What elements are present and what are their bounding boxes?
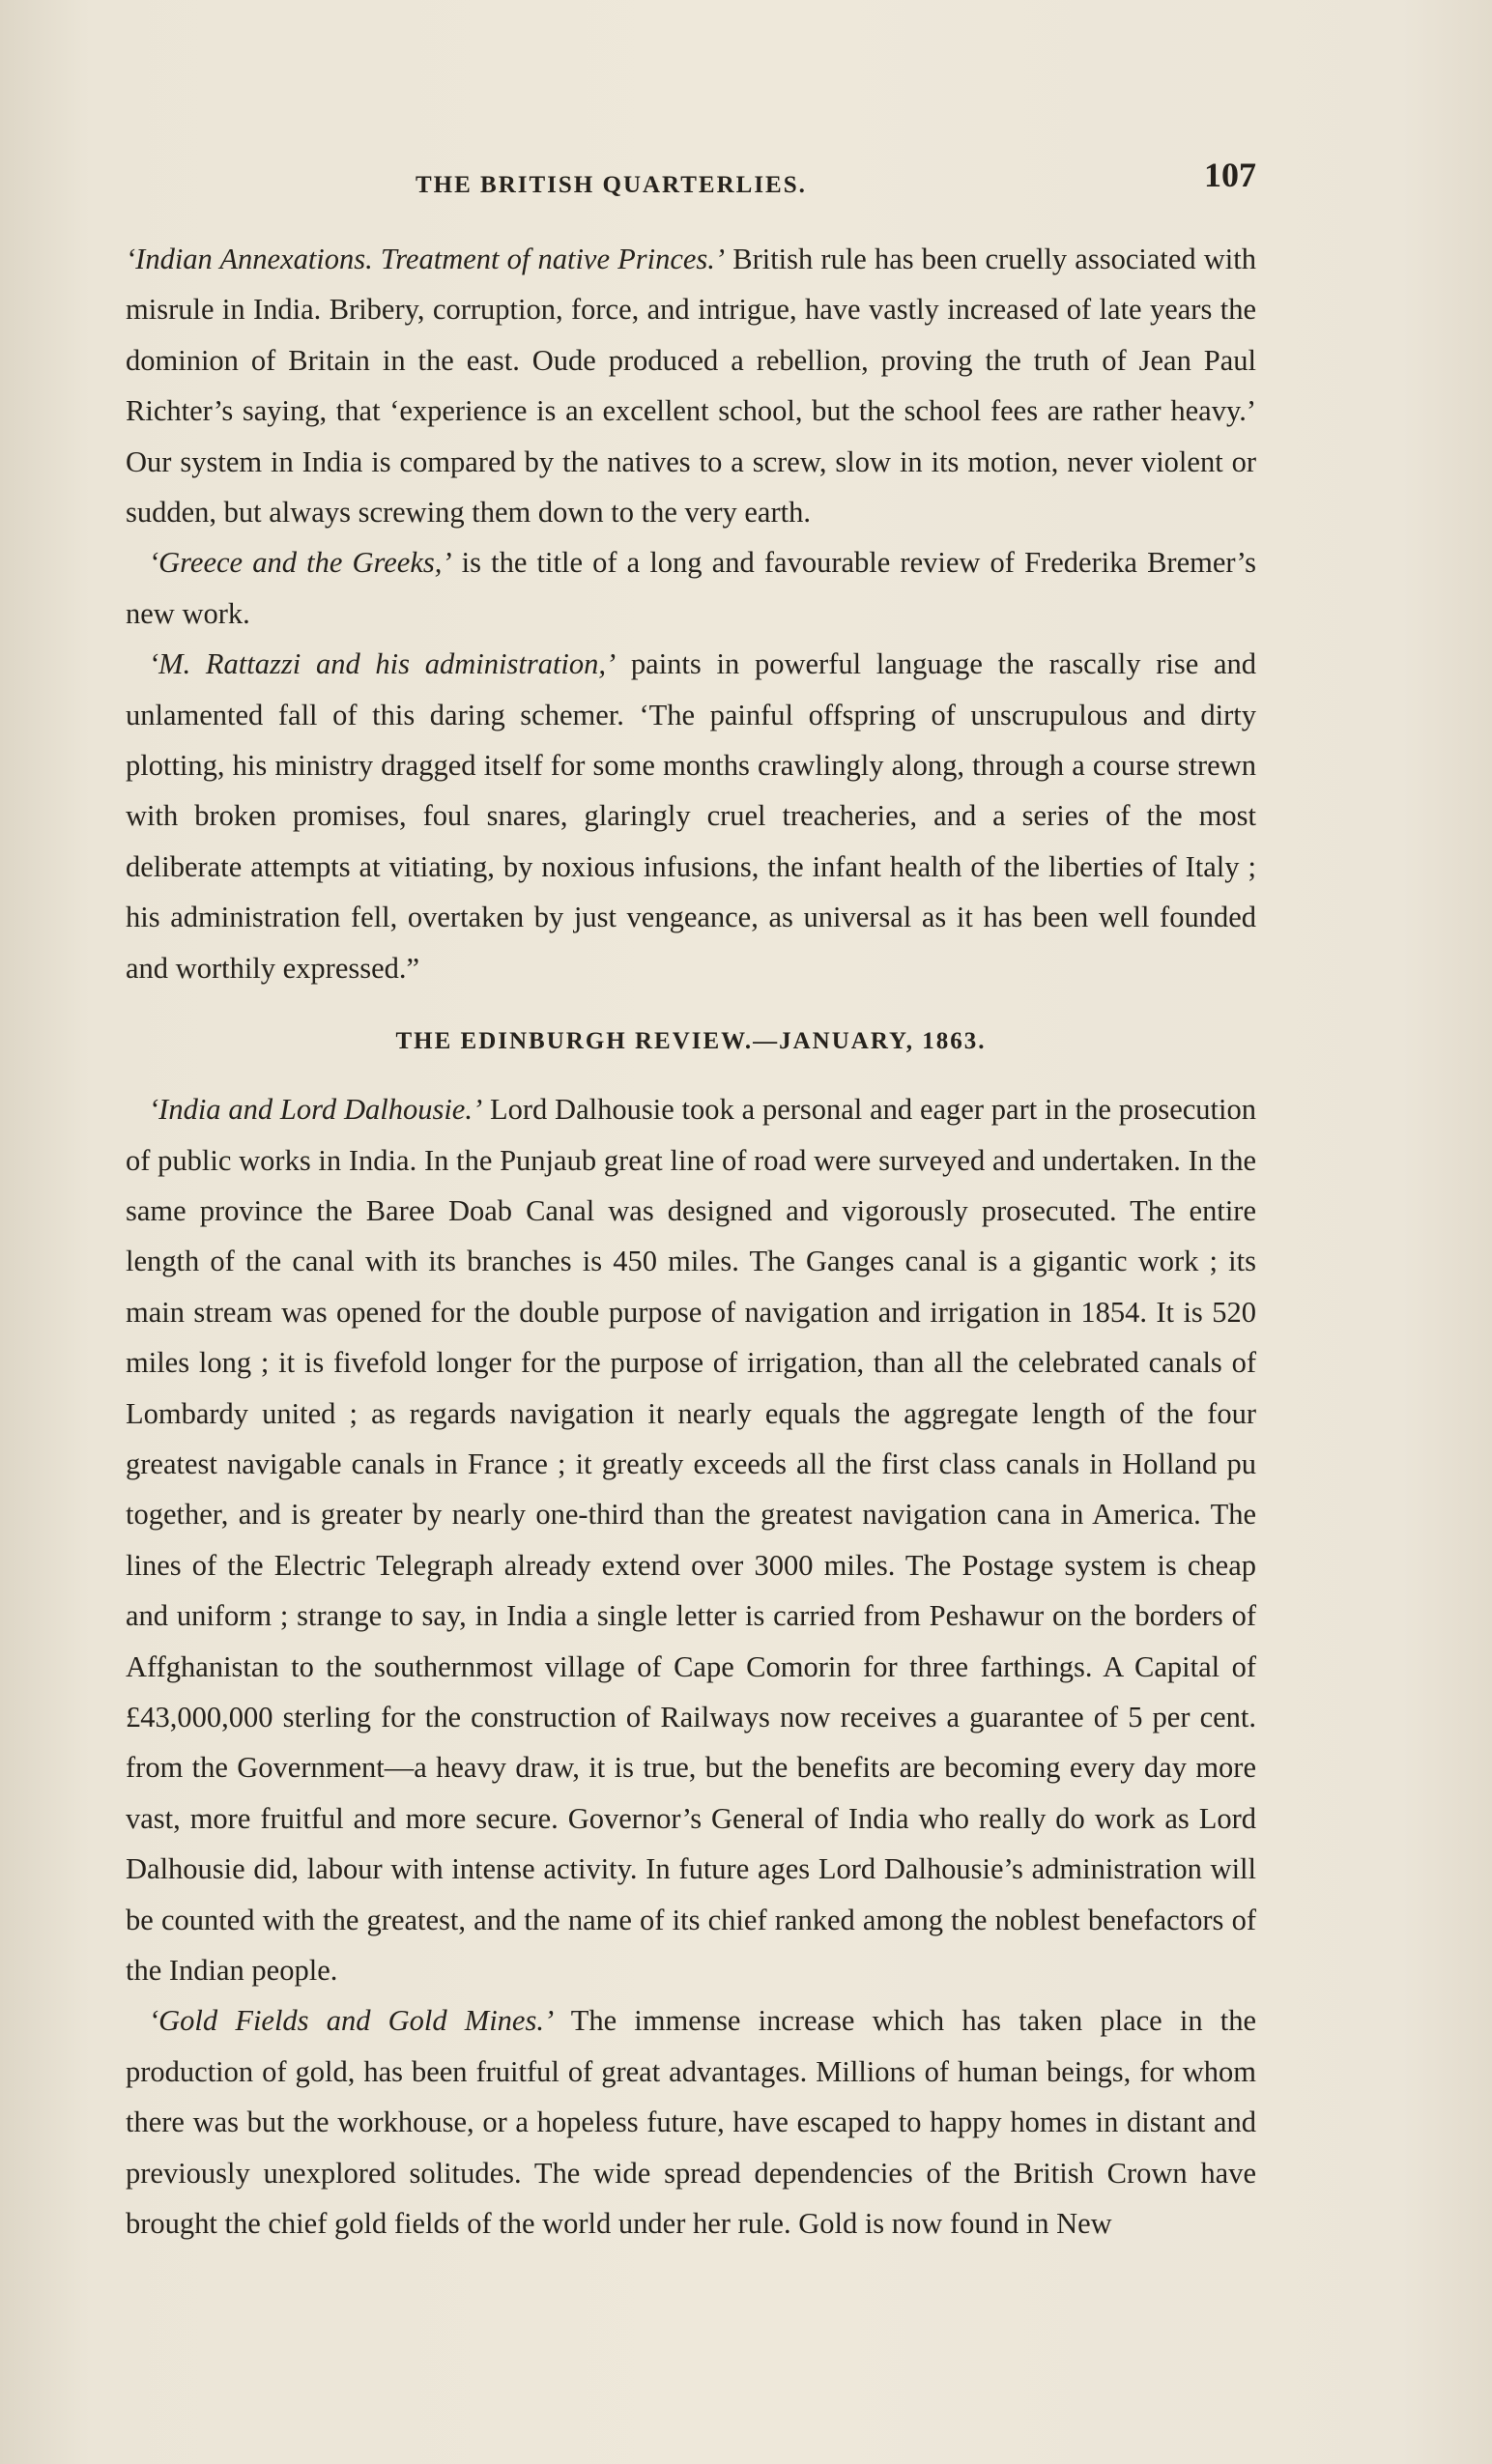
paragraph-topic: ‘M. Rattazzi and his administration,’ bbox=[149, 647, 617, 681]
paragraph-greece bbox=[126, 537, 1256, 639]
paragraph-indian-annexations bbox=[126, 234, 1256, 537]
paragraph-topic: ‘India and Lord Dalhousie.’ bbox=[149, 1093, 483, 1127]
paragraph-body: is the title of a long and favourable review of Frederika Bremer’s new work. bbox=[126, 546, 1257, 630]
paragraph-topic: ‘Greece and the Greeks,’ bbox=[149, 546, 452, 580]
page-header bbox=[126, 156, 1256, 211]
section-heading: THE EDINBURGH REVIEW.—JANUARY, 1863. bbox=[395, 1028, 987, 1055]
paragraph-body: paints in powerful language the rascally rise and unlamented fall of this daring schemer. ‘The painful offspring of unscrupulous and dirty plotting, his ministry dragged itself for some months crawlingly along, through a course strewn with broken promises, foul snares, glaringly cruel treacheries, and a series of the most deliberate attempts at vitiating, by noxious infusions, the infant health of the liberties of Italy ; his administration fell, overtaken by just vengeance, as universal as it has been well founded and worthily expressed.” bbox=[126, 647, 1256, 985]
paragraph-gold-fields bbox=[126, 1995, 1256, 2249]
paragraph-body: The immense increase which has taken place in the production of gold, has been fruitful of great advantages. Millions of human beings, for whom there was but the workhouse, or a hopeless future, have escaped to happy homes in distant and previously unexplored solitudes. The wide spread dependencies of the British Crown have brought the chief gold fields of the world under her rule. Gold is now found in New bbox=[126, 2004, 1256, 2241]
paragraph-body: Lord Dalhousie took a personal and eager part in the prosecution of public works in India. In the Punjaub great line of road were surveyed and undertaken. In the same province the Baree Doab Canal was designed and vigorously prosecuted. The entire length of the canal with its branches is 450 miles. The Ganges canal is a gigantic work ; its main stream was opened for the double purpose of navigation and irrigation in 1854. It is 520 miles long ; it is fivefold longer for the purpose of irrigation, than all the celebrated canals of Lombardy united ; as regards navigation it nearly equals the aggregate length of the four greatest navigable canals in France ; it greatly exceeds all the first class canals in Holland pu together, and is greater by nearly one-third than the greatest navigation cana in America. The lines of the Electric Telegraph already extend over 3000 miles. The Postage system is cheap and uniform ; strange to say, in India a single letter is carried from Peshawur on the borders of Affghanistan to the southernmost village of Cape Comorin for three farthings. A Capital of £43,000,000 sterling for the construction of Railways now receives a guarantee of 5 per cent. from the Government—a heavy draw, it is true, but the benefits are becoming every day more vast, more fruitful and more secure. Governor’s General of India who really do work as Lord Dalhousie did, labour with intense activity. In future ages Lord Dalhousie’s administration will be counted with the greatest, and the name of its chief ranked among the noblest benefactors of the Indian people. bbox=[126, 1093, 1256, 1987]
page-number: 107 bbox=[1204, 156, 1256, 194]
body-text bbox=[126, 234, 1256, 2249]
paragraph-rattazzi bbox=[126, 639, 1256, 993]
paragraph-body: British rule has been cruelly associated with misrule in India. Bribery, corruption, force, and intrigue, have vastly increased of late years the dominion of Britain in the east. Oude produced a rebellion, proving the truth of Jean Paul Richter’s saying, that ‘experience is an excellent school, but the school fees are rather heavy.’ Our system in India is compared by the natives to a screw, slow in its motion, never violent or sudden, but always screwing them down to the very earth. bbox=[126, 243, 1256, 530]
running-title: THE BRITISH QUARTERLIES. bbox=[416, 172, 807, 198]
paragraph-india-dalhousie bbox=[126, 1084, 1256, 1995]
paragraph-topic: ‘Gold Fields and Gold Mines.’ bbox=[149, 2004, 555, 2038]
paragraph-topic: ‘Indian Annexations. Treatment of native Princes.’ bbox=[126, 243, 726, 275]
